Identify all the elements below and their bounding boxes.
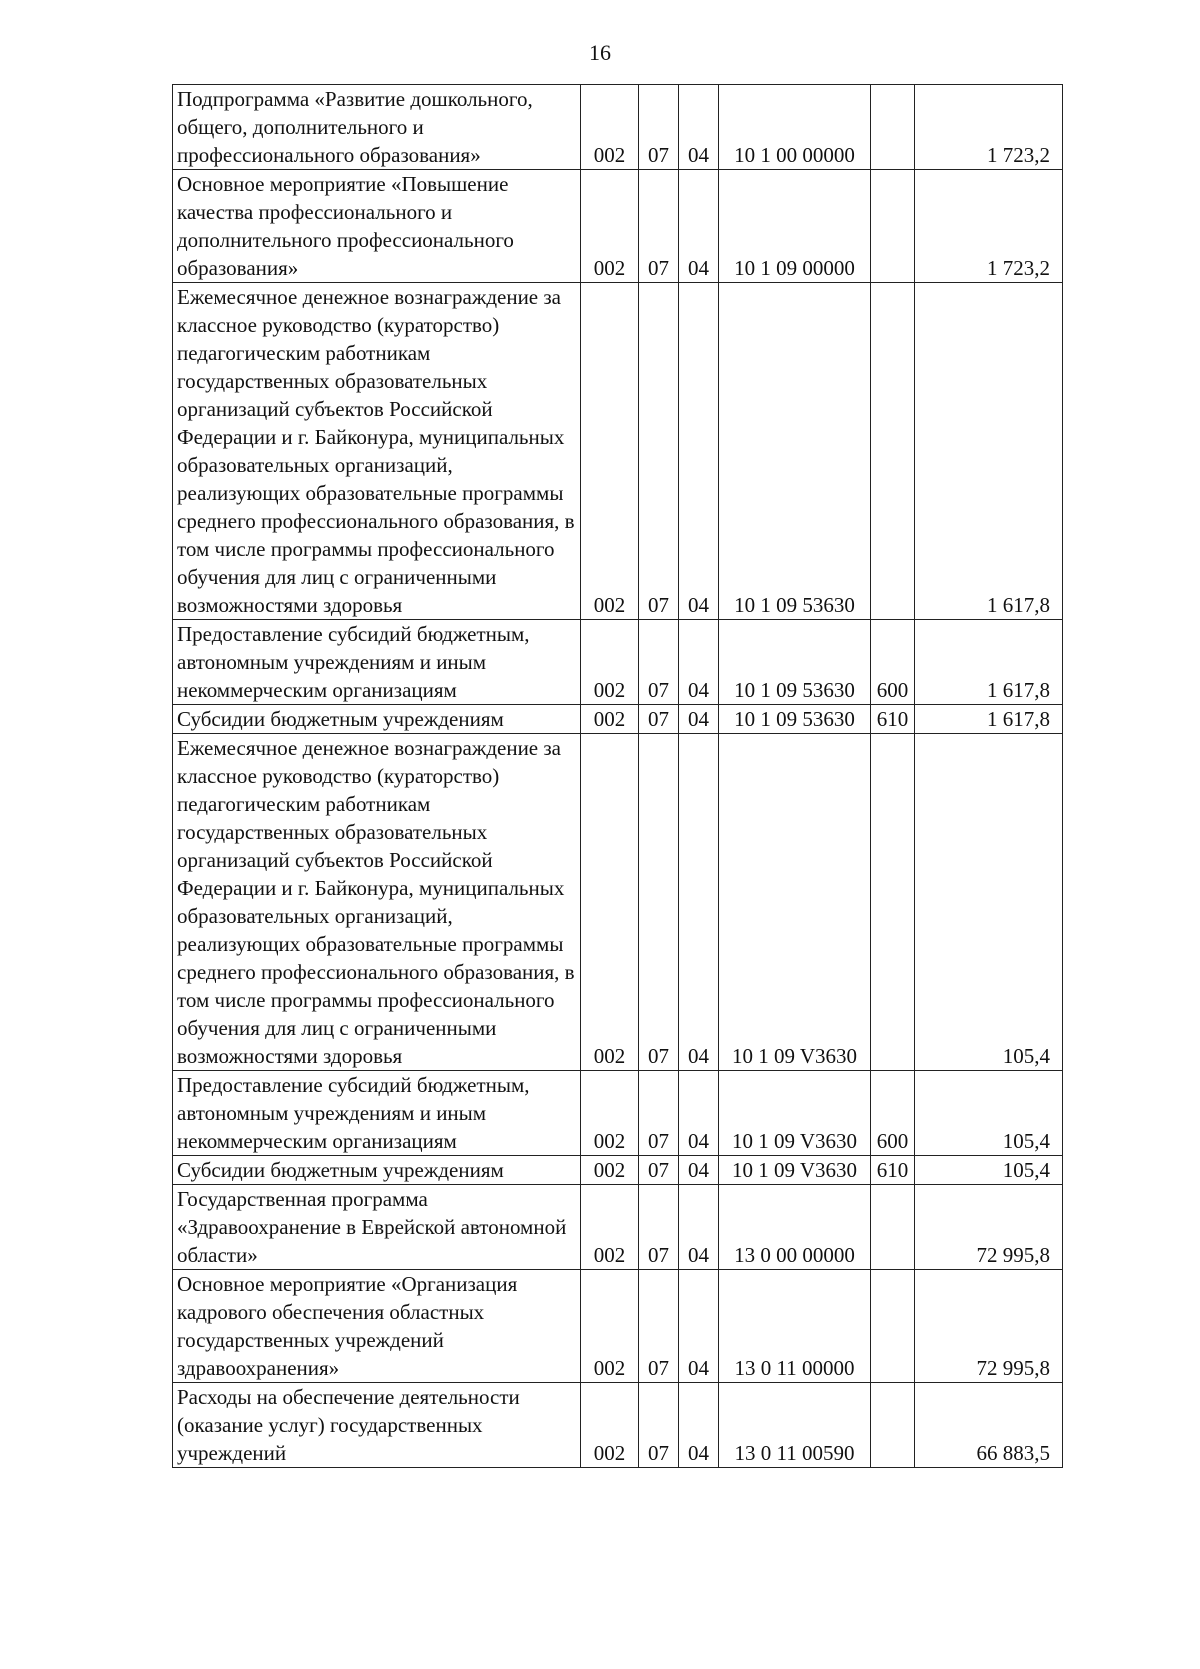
table-row (173, 1156, 1063, 1185)
row-target-article: 10 1 09 V3630 (719, 1071, 871, 1156)
row-section: 07 (639, 170, 679, 283)
row-subsection: 04 (679, 1156, 719, 1185)
row-name: Субсидии бюджетным учреждениям (173, 1156, 581, 1185)
table-row (173, 705, 1063, 734)
row-target-article: 10 1 09 V3630 (719, 734, 871, 1071)
row-section: 07 (639, 1156, 679, 1185)
row-subsection: 04 (679, 620, 719, 705)
row-section: 07 (639, 1185, 679, 1270)
row-expense-type (871, 1185, 915, 1270)
row-section: 07 (639, 734, 679, 1071)
row-expense-type (871, 1383, 915, 1468)
row-expense-type (871, 283, 915, 620)
table-row (173, 85, 1063, 170)
row-grbs: 002 (581, 705, 639, 734)
row-target-article: 10 1 09 53630 (719, 283, 871, 620)
row-grbs: 002 (581, 1156, 639, 1185)
row-grbs: 002 (581, 1071, 639, 1156)
table-row (173, 734, 1063, 1071)
row-target-article: 10 1 09 00000 (719, 170, 871, 283)
row-target-article: 13 0 00 00000 (719, 1185, 871, 1270)
row-grbs: 002 (581, 170, 639, 283)
row-expense-type (871, 734, 915, 1071)
row-name: Государственная программа «Здравоохранение в Еврейской автономной области» (173, 1185, 581, 1270)
page-number: 16 (589, 40, 611, 65)
row-sum: 1 617,8 (915, 620, 1063, 705)
row-grbs: 002 (581, 283, 639, 620)
row-expense-type (871, 170, 915, 283)
row-sum: 105,4 (915, 734, 1063, 1071)
row-section: 07 (639, 1270, 679, 1383)
row-grbs: 002 (581, 85, 639, 170)
row-subsection: 04 (679, 705, 719, 734)
row-name: Предоставление субсидий бюджетным, автономным учреждениям и иным некоммерческим организациям (173, 620, 581, 705)
row-grbs: 002 (581, 1185, 639, 1270)
row-grbs: 002 (581, 1270, 639, 1383)
table-row (173, 1185, 1063, 1270)
row-sum: 72 995,8 (915, 1185, 1063, 1270)
row-expense-type: 610 (871, 705, 915, 734)
row-name: Основное мероприятие «Организация кадрового обеспечения областных государственных учреждений здравоохранения» (173, 1270, 581, 1383)
table-row (173, 1071, 1063, 1156)
row-sum: 105,4 (915, 1156, 1063, 1185)
row-target-article: 10 1 00 00000 (719, 85, 871, 170)
row-expense-type: 610 (871, 1156, 915, 1185)
row-name: Подпрограмма «Развитие дошкольного, общего, дополнительного и профессионального образования» (173, 85, 581, 170)
row-target-article: 13 0 11 00590 (719, 1383, 871, 1468)
row-sum: 1 723,2 (915, 170, 1063, 283)
row-name: Основное мероприятие «Повышение качества профессионального и дополнительного профессионального образования» (173, 170, 581, 283)
row-name: Субсидии бюджетным учреждениям (173, 705, 581, 734)
row-section: 07 (639, 1383, 679, 1468)
row-subsection: 04 (679, 734, 719, 1071)
row-name: Предоставление субсидий бюджетным, автономным учреждениям и иным некоммерческим организациям (173, 1071, 581, 1156)
row-subsection: 04 (679, 1383, 719, 1468)
row-subsection: 04 (679, 85, 719, 170)
row-section: 07 (639, 1071, 679, 1156)
table-row (173, 620, 1063, 705)
row-target-article: 10 1 09 53630 (719, 620, 871, 705)
row-sum: 1 617,8 (915, 705, 1063, 734)
row-subsection: 04 (679, 1071, 719, 1156)
row-target-article: 10 1 09 53630 (719, 705, 871, 734)
row-subsection: 04 (679, 283, 719, 620)
row-subsection: 04 (679, 1185, 719, 1270)
row-expense-type: 600 (871, 620, 915, 705)
row-section: 07 (639, 283, 679, 620)
table-row (173, 170, 1063, 283)
row-grbs: 002 (581, 620, 639, 705)
row-subsection: 04 (679, 1270, 719, 1383)
row-sum: 105,4 (915, 1071, 1063, 1156)
row-section: 07 (639, 85, 679, 170)
row-expense-type: 600 (871, 1071, 915, 1156)
row-section: 07 (639, 705, 679, 734)
row-grbs: 002 (581, 1383, 639, 1468)
budget-table (172, 84, 1063, 1468)
row-expense-type (871, 85, 915, 170)
row-sum: 66 883,5 (915, 1383, 1063, 1468)
row-name: Ежемесячное денежное вознаграждение за классное руководство (кураторство) педагогическим работникам государственных образовательных организаций субъектов Российской Федерации и г. Байконура, муниципальных образовательных организаций, реализующих образовательные программы среднего профессионального образования, в том числе программы профессионального обучения для лиц с ограниченными возможностями здоровья (173, 283, 581, 620)
row-section: 07 (639, 620, 679, 705)
row-grbs: 002 (581, 734, 639, 1071)
table-row (173, 1270, 1063, 1383)
row-name: Расходы на обеспечение деятельности (оказание услуг) государственных учреждений (173, 1383, 581, 1468)
row-sum: 1 723,2 (915, 85, 1063, 170)
row-sum: 1 617,8 (915, 283, 1063, 620)
row-name: Ежемесячное денежное вознаграждение за классное руководство (кураторство) педагогическим работникам государственных образовательных организаций субъектов Российской Федерации и г. Байконура, муниципальных образовательных организаций, реализующих образовательные программы среднего профессионального образования, в том числе программы профессионального обучения для лиц с ограниченными возможностями здоровья (173, 734, 581, 1071)
table-row (173, 1383, 1063, 1468)
table-row (173, 283, 1063, 620)
row-target-article: 13 0 11 00000 (719, 1270, 871, 1383)
row-subsection: 04 (679, 170, 719, 283)
row-target-article: 10 1 09 V3630 (719, 1156, 871, 1185)
row-expense-type (871, 1270, 915, 1383)
row-sum: 72 995,8 (915, 1270, 1063, 1383)
